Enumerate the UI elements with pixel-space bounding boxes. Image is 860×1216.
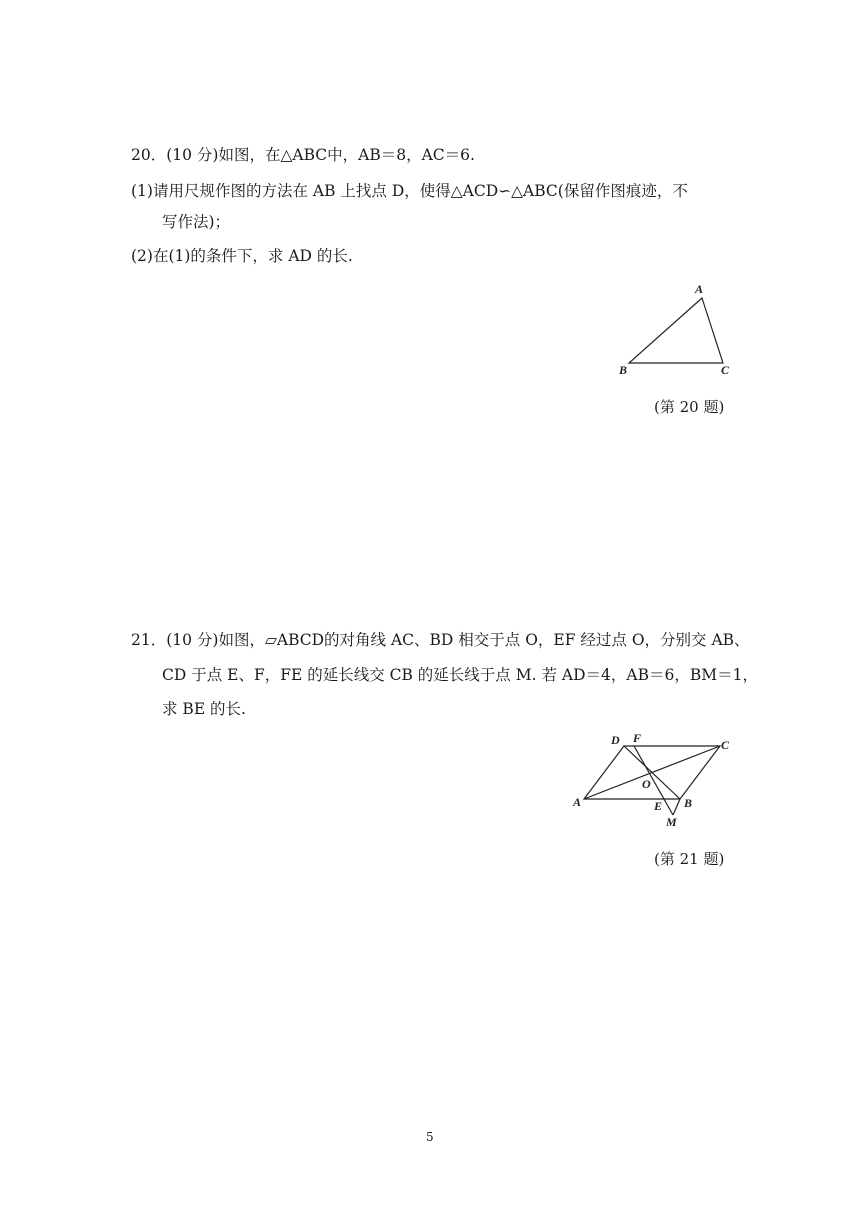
page-number: 5 [426, 1130, 434, 1144]
q20-caption: (第 20 题) [654, 398, 725, 416]
q21-line1: 21．(10 分)如图，▱ABCD的对角线 AC、BD 相交于点 O，EF 经过点 O，分别交 AB、 [131, 631, 750, 649]
label-c: C [721, 363, 730, 377]
q21-line3: 求 BE 的长. [162, 700, 246, 718]
label-b: B [619, 363, 628, 377]
q20-part2: (2)在(1)的条件下，求 AD 的长. [131, 247, 353, 265]
segment-bm [673, 799, 680, 815]
q21-caption: (第 21 题) [654, 850, 725, 868]
diagonal-bd [624, 746, 680, 799]
q20-part1-line1: (1)请用尺规作图的方法在 AB 上找点 D，使得△ACD∽△ABC(保留作图痕迹，不 [131, 182, 688, 200]
label-c: C [721, 738, 730, 752]
label-f: F [633, 731, 642, 745]
label-a: A [573, 795, 582, 809]
label-e: E [654, 799, 663, 813]
q20-part1-line2: 写作法)； [162, 213, 231, 231]
q21-line2: CD 于点 E、F，FE 的延长线交 CB 的延长线于点 M. 若 AD＝4，AB＝6，BM＝1， [162, 666, 758, 684]
label-d: D [611, 733, 620, 747]
label-m: M [666, 815, 677, 829]
q20-stem: 20．(10 分)如图，在△ABC中，AB＝8，AC＝6. [131, 146, 475, 164]
label-b: B [684, 796, 693, 810]
label-o: O [642, 777, 651, 791]
label-a: A [695, 282, 704, 296]
